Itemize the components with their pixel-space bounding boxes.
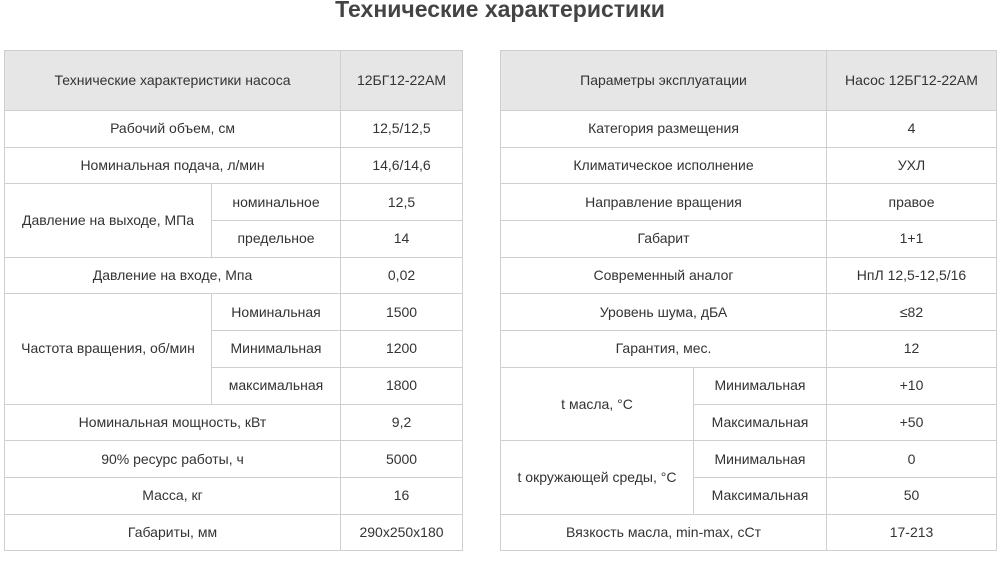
table-row bbox=[5, 147, 463, 184]
row-label: Рабочий объем, см bbox=[5, 111, 341, 148]
row-value: 1+1 bbox=[827, 221, 997, 258]
table-row bbox=[501, 441, 997, 478]
header-model-cell: Насос 12БГ12-22АМ bbox=[827, 51, 997, 111]
sub-label: Номинальная bbox=[212, 294, 341, 331]
row-value: 16 bbox=[341, 477, 463, 514]
row-value: правое bbox=[827, 184, 997, 221]
table-row bbox=[5, 514, 463, 551]
row-label: 90% ресурс работы, ч bbox=[5, 441, 341, 478]
row-value: 14,6/14,6 bbox=[341, 147, 463, 184]
sub-label: Минимальная bbox=[694, 441, 827, 478]
table-header-row bbox=[5, 51, 463, 111]
table-row bbox=[501, 367, 997, 404]
row-label: Уровень шума, дБА bbox=[501, 294, 827, 331]
row-value: НпЛ 12,5-12,5/16 bbox=[827, 257, 997, 294]
table-row bbox=[501, 294, 997, 331]
header-param-cell: Технические характеристики насоса bbox=[5, 51, 341, 111]
row-value: 12,5 bbox=[341, 184, 463, 221]
table-header-row bbox=[501, 51, 997, 111]
row-value: УХЛ bbox=[827, 147, 997, 184]
sub-label: Максимальная bbox=[694, 477, 827, 514]
row-label: Номинальная мощность, кВт bbox=[5, 404, 341, 441]
row-value: 9,2 bbox=[341, 404, 463, 441]
row-value: 12,5/12,5 bbox=[341, 111, 463, 148]
table-row bbox=[501, 331, 997, 368]
group-label: t масла, °C bbox=[501, 367, 694, 440]
row-value: 14 bbox=[341, 221, 463, 258]
table-row bbox=[501, 221, 997, 258]
table-row bbox=[501, 184, 997, 221]
row-label: Масса, кг bbox=[5, 477, 341, 514]
table-row bbox=[501, 257, 997, 294]
header-model-cell: 12БГ12-22АМ bbox=[341, 51, 463, 111]
table-row bbox=[501, 514, 997, 551]
row-value: 1800 bbox=[341, 367, 463, 404]
row-label: Габариты, мм bbox=[5, 514, 341, 551]
row-value: 0 bbox=[827, 441, 997, 478]
row-value: 1200 bbox=[341, 331, 463, 368]
row-value: 4 bbox=[827, 111, 997, 148]
page-title: Технические характеристики bbox=[335, 0, 665, 22]
row-label: Категория размещения bbox=[501, 111, 827, 148]
table-row bbox=[501, 147, 997, 184]
row-value: 0,02 bbox=[341, 257, 463, 294]
row-value: +10 bbox=[827, 367, 997, 404]
header-param-cell: Параметры эксплуатации bbox=[501, 51, 827, 111]
table-row bbox=[5, 111, 463, 148]
row-value: ≤82 bbox=[827, 294, 997, 331]
row-label: Давление на входе, Мпа bbox=[5, 257, 341, 294]
row-value: +50 bbox=[827, 404, 997, 441]
operation-params-table bbox=[500, 50, 997, 551]
sub-label: Минимальная bbox=[212, 331, 341, 368]
row-label: Современный аналог bbox=[501, 257, 827, 294]
table-row bbox=[5, 294, 463, 331]
pump-specs-table bbox=[4, 50, 463, 551]
sub-label: Максимальная bbox=[694, 404, 827, 441]
row-label: Вязкость масла, min-max, сСт bbox=[501, 514, 827, 551]
sub-label: Минимальная bbox=[694, 367, 827, 404]
row-value: 17-213 bbox=[827, 514, 997, 551]
row-label: Гарантия, мес. bbox=[501, 331, 827, 368]
row-label: Направление вращения bbox=[501, 184, 827, 221]
table-row bbox=[5, 184, 463, 221]
sub-label: номинальное bbox=[212, 184, 341, 221]
table-row bbox=[5, 404, 463, 441]
group-label: Частота вращения, об/мин bbox=[5, 294, 212, 404]
row-value: 50 bbox=[827, 477, 997, 514]
sub-label: максимальная bbox=[212, 367, 341, 404]
group-label: t окружающей среды, °C bbox=[501, 441, 694, 514]
row-value: 290x250x180 bbox=[341, 514, 463, 551]
row-value: 12 bbox=[827, 331, 997, 368]
row-label: Габарит bbox=[501, 221, 827, 258]
row-value: 1500 bbox=[341, 294, 463, 331]
row-label: Номинальная подача, л/мин bbox=[5, 147, 341, 184]
table-row bbox=[5, 441, 463, 478]
row-value: 5000 bbox=[341, 441, 463, 478]
group-label: Давление на выходе, МПа bbox=[5, 184, 212, 257]
sub-label: предельное bbox=[212, 221, 341, 258]
row-label: Климатическое исполнение bbox=[501, 147, 827, 184]
table-row bbox=[501, 111, 997, 148]
table-row bbox=[5, 477, 463, 514]
table-row bbox=[5, 257, 463, 294]
